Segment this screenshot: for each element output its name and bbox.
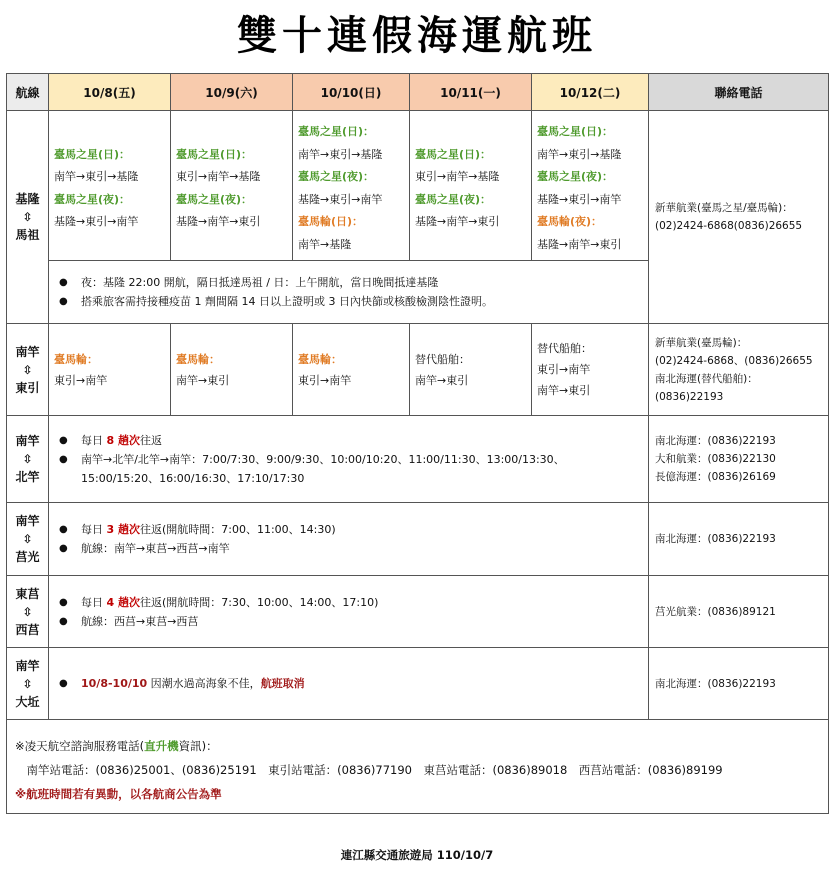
contact-line: 南北海運：(0836)22193: [655, 435, 776, 447]
schedule-line: 基隆→東引→南竿: [537, 192, 622, 206]
route-dongju-xiju: 東莒 ⇳ 西莒: [7, 576, 49, 648]
schedule-line: 南竿→東引→基隆: [537, 147, 622, 161]
xiju-notes: [49, 576, 649, 648]
schedule-line: 臺馬之星(日)：: [176, 147, 253, 161]
contact-line: (0836)22193: [655, 390, 724, 403]
schedule-line: 臺馬輪(日)：: [298, 215, 364, 228]
note-item: ● 每日 8 趟次往返: [59, 431, 642, 450]
contact-cell: [649, 416, 829, 503]
date-header: 10/10(日): [293, 74, 410, 111]
footer-notes: [7, 720, 829, 814]
contact-line: 南北海運：(0836)22193: [655, 533, 776, 545]
juguang-notes: [49, 503, 649, 576]
date-header: 10/9(六): [171, 74, 293, 111]
note-item: ● 每日 3 趟次往返(開航時間：7:00、11:00、14:30): [59, 520, 642, 539]
schedule-line: 臺馬之星(夜)：: [176, 192, 253, 206]
schedule-line: 東引→南竿→基隆: [415, 170, 500, 183]
route-nangan-dongyin: 南竿 ⇳ 東引: [7, 324, 49, 416]
schedule-line: 南竿→東引→基隆: [298, 147, 383, 161]
dongyin-row: [7, 324, 829, 416]
contact-header: 聯絡電話: [649, 74, 829, 111]
route-nangan-daqiu: 南竿 ⇳ 大坵: [7, 648, 49, 720]
page-title: 雙十連假海運航班: [237, 12, 597, 59]
schedule-line: 南竿→東引: [176, 373, 230, 387]
route-header: 航線: [7, 74, 49, 111]
station-phones: 南竿站電話：(0836)25001、(0836)25191 東引站電話：(0836)77190 東莒站電話：(0836)89018 西莒站電話：(0836)89199: [15, 762, 723, 777]
schedule-line: 替代船舶：: [537, 342, 592, 355]
schedule-line: 臺馬之星(日)：: [54, 147, 131, 161]
note-item: ● 航線：西莒→東莒→西莒: [59, 612, 642, 631]
daqiu-notes: [49, 648, 649, 720]
schedule-line: 臺馬之星(夜)：: [298, 170, 375, 183]
contact-line: 長億海運：(0836)26169: [655, 471, 776, 483]
note-item: ● 10/8-10/10 因潮水過高海象不佳，航班取消: [59, 674, 642, 693]
contact-cell: [649, 324, 829, 416]
juguang-row: [7, 503, 829, 576]
schedule-line: 基隆→東引→南竿: [54, 215, 139, 228]
schedule-line: 南竿→東引: [415, 373, 469, 387]
contact-line: 莒光航業：(0836)89121: [655, 605, 776, 618]
day-cell: [532, 111, 649, 261]
schedule-line: 基隆→東引→南竿: [298, 192, 383, 206]
schedule-line: 基隆→南竿→東引: [537, 237, 622, 251]
schedule-line: 南竿→東引→基隆: [54, 170, 139, 183]
contact-line: 南北海運(替代船舶)：: [655, 372, 758, 385]
beigan-row: [7, 416, 829, 503]
keelung-notes: [49, 261, 649, 324]
schedule-line: 東引→南竿: [298, 373, 352, 387]
contact-cell: [649, 576, 829, 648]
schedule-line: 臺馬之星(日)：: [537, 125, 614, 138]
contact-cell: [649, 648, 829, 720]
route-nangan-juguang: 南竿 ⇳ 莒光: [7, 503, 49, 576]
contact-line: 新華航業(臺馬輪)：: [655, 336, 748, 349]
schedule-line: 基隆→南竿→東引: [415, 215, 500, 228]
contact-cell: [649, 503, 829, 576]
contact-line: (02)2424-6868、(0836)26655: [655, 354, 813, 367]
note-item: ● 航線：南竿→東莒→西莒→南竿: [59, 539, 642, 558]
schedule-line: 基隆→南竿→東引: [176, 215, 261, 228]
header-row: [7, 74, 829, 111]
schedule-line: 南竿→基隆: [298, 237, 352, 251]
schedule-line: 替代船舶：: [415, 352, 470, 366]
beigan-notes: [49, 416, 649, 503]
route-keelung-matsu: 基隆 ⇳ 馬祖: [7, 111, 49, 324]
note-item: ● 夜：基隆 22:00 開航，隔日抵達馬祖 / 日：上午開航，當日晚間抵達基隆: [59, 273, 642, 292]
date-header: 10/8(五): [49, 74, 171, 111]
schedule-line: 臺馬之星(夜)：: [537, 170, 614, 183]
contact-line: 南北海運：(0836)22193: [655, 677, 776, 690]
schedule-table: [6, 73, 829, 814]
day-cell: [293, 324, 410, 416]
day-cell: [49, 324, 171, 416]
contact-cell: [649, 111, 829, 324]
xiju-row: [7, 576, 829, 648]
day-cell: [171, 111, 293, 261]
note-item: ● 每日 4 趟次往返(開航時間：7:30、10:00、14:00、17:10): [59, 593, 642, 612]
day-cell: [410, 324, 532, 416]
daqiu-row: [7, 648, 829, 720]
day-cell: [293, 111, 410, 261]
schedule-line: 臺馬之星(夜)：: [54, 192, 131, 206]
schedule-line: 臺馬輪：: [176, 352, 220, 366]
date-header: 10/11(一): [410, 74, 532, 111]
schedule-line: 東引→南竿→基隆: [176, 170, 261, 183]
schedule-line: 臺馬之星(夜)：: [415, 192, 492, 206]
schedule-line: 臺馬輪：: [298, 352, 342, 366]
schedule-line: 臺馬輪：: [54, 352, 98, 366]
note-item: ● 南竿→北竿/北竿→南竿：7:00/7:30、9:00/9:30、10:00/10:20、11:00/11:30、13:00/13:30、15:00/15:20、16:00/16:30、17:10/17:30: [59, 450, 642, 488]
contact-line: 新華航業(臺馬之星/臺馬輪)：: [655, 202, 793, 214]
contact-line: (02)2424-6868(0836)26655: [655, 220, 803, 232]
schedule-line: 臺馬輪(夜)：: [537, 215, 603, 228]
date-header: 10/12(二): [532, 74, 649, 111]
publisher-credit: 連江縣交通旅遊局 110/10/7: [340, 848, 494, 862]
schedule-line: 南竿→東引: [537, 384, 591, 397]
schedule-line: 臺馬之星(日)：: [415, 147, 492, 161]
day-cell: [171, 324, 293, 416]
day-cell: [49, 111, 171, 261]
contact-line: 大和航業：(0836)22130: [655, 453, 776, 465]
schedule-line: 臺馬之星(日)：: [298, 125, 375, 138]
helicopter-line: ※凌天航空諮詢服務電話(直升機資訊)：: [15, 738, 218, 753]
footer-row: [7, 720, 829, 814]
note-item: ● 搭乘旅客需持接種疫苗 1 劑間隔 14 日以上證明或 3 日內快篩或核酸檢測陰性證明。: [59, 292, 642, 311]
day-cell: [410, 111, 532, 261]
schedule-line: 東引→南竿: [537, 363, 591, 376]
route-nangan-beigan: 南竿 ⇳ 北竿: [7, 416, 49, 503]
change-notice: ※航班時間若有異動，以各航商公告為準: [15, 786, 222, 801]
schedule-line: 東引→南竿: [54, 373, 108, 387]
keelung-row: [7, 111, 829, 261]
day-cell: [532, 324, 649, 416]
